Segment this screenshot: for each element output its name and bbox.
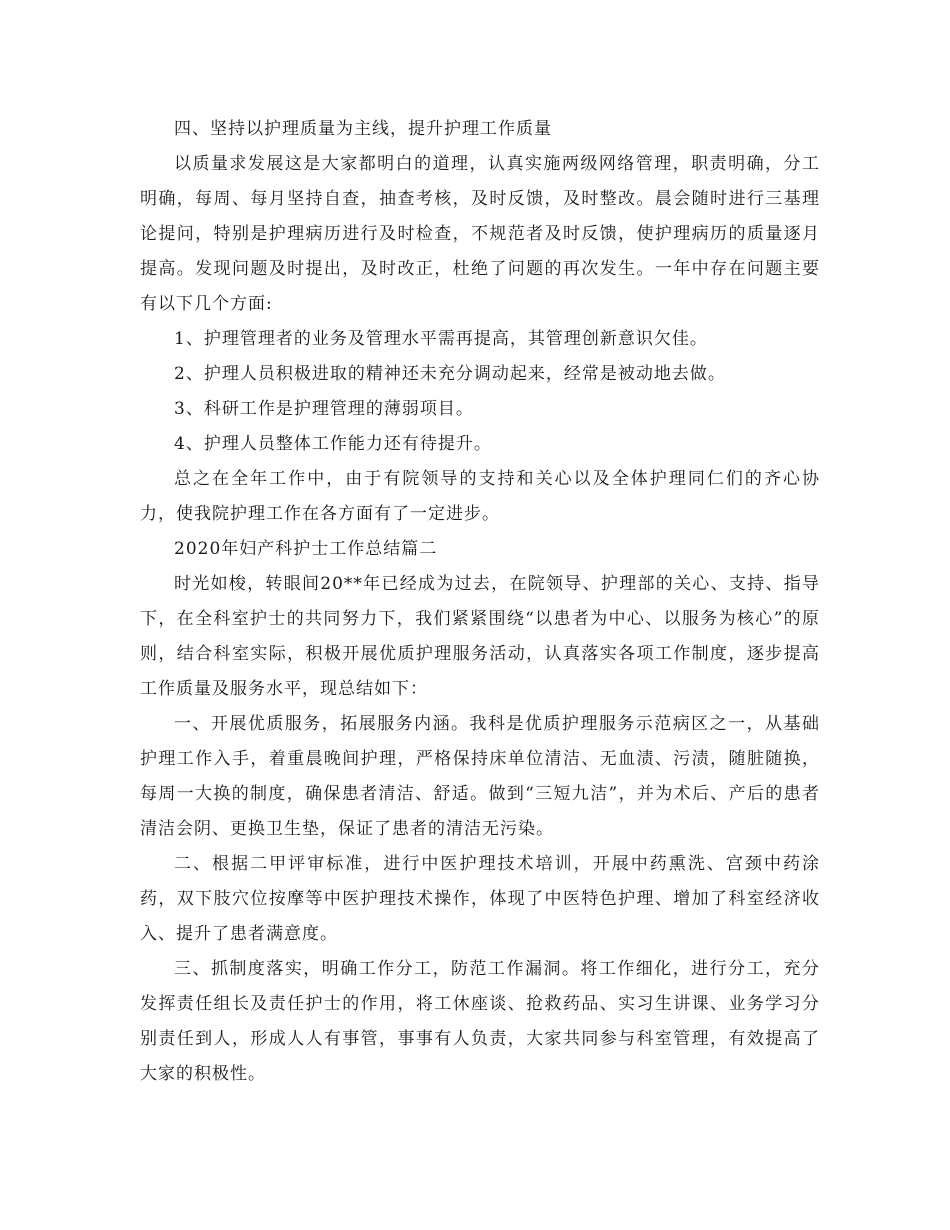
section-one: 一、开展优质服务，拓展服务内涵。我科是优质护理服务示范病区之一，从基础护理工作入手，着重晨晚间护理，严格保持床单位清洁、无血渍、污渍，随脏随换，每周一大换的制度，确保患者清洁、舒适。做到“三短九洁”，并为术后、产后的患者清洁会阴、更换卫生垫，保证了患者的清洁无污染。 <box>140 714 820 839</box>
paragraph-intro: 时光如梭，转眼间20**年已经成为过去，在院领导、护理部的关心、支持、指导下，在全科室护士的共同努力下，我们紧紧围绕“以患者为中心、以服务为核心”的原则，结合科室实际，积极开展优质护理服务活动，认真落实各项工作制度，逐步提高工作质量及服务水平，现总结如下： <box>140 574 820 699</box>
list-item-1: 1、护理管理者的业务及管理水平需再提高，其管理创新意识欠佳。 <box>174 329 708 349</box>
paragraph-summary: 总之在全年工作中，由于有院领导的支持和关心以及全体护理同仁们的齐心协力，使我院护理工作在各方面有了一定进步。 <box>140 469 820 524</box>
document-body <box>140 112 820 1092</box>
section-three: 三、抓制度落实，明确工作分工，防范工作漏洞。将工作细化，进行分工，充分发挥责任组长及责任护士的作用，将工休座谈、抢救药品、实习生讲课、业务学习分别责任到人，形成人人有事管，事事有人负责，大家共同参与科室管理，有效提高了大家的积极性。 <box>140 959 820 1084</box>
list-item-3: 3、科研工作是护理管理的薄弱项目。 <box>174 399 474 419</box>
section-two: 二、根据二甲评审标准，进行中医护理技术培训，开展中药熏洗、宫颈中药涂药，双下肢穴位按摩等中医护理技术操作，体现了中医特色护理、增加了科室经济收入、提升了患者满意度。 <box>140 854 820 944</box>
section-heading-four: 四、坚持以护理质量为主线，提升护理工作质量 <box>174 119 552 139</box>
list-item-2: 2、护理人员积极进取的精神还未充分调动起来，经常是被动地去做。 <box>174 364 726 384</box>
article-title-part-two: 2020年妇产科护士工作总结篇二 <box>174 539 438 559</box>
list-item-4: 4、护理人员整体工作能力还有待提升。 <box>174 434 492 454</box>
paragraph-quality: 以质量求发展这是大家都明白的道理，认真实施两级网络管理，职责明确，分工明确，每周、每月坚持自查，抽查考核，及时反馈，及时整改。晨会随时进行三基理论提问，特别是护理病历进行及时检查，不规范者及时反馈，使护理病历的质量逐月提高。发现问题及时提出，及时改正，杜绝了问题的再次发生。一年中存在问题主要有以下几个方面: <box>140 154 820 314</box>
